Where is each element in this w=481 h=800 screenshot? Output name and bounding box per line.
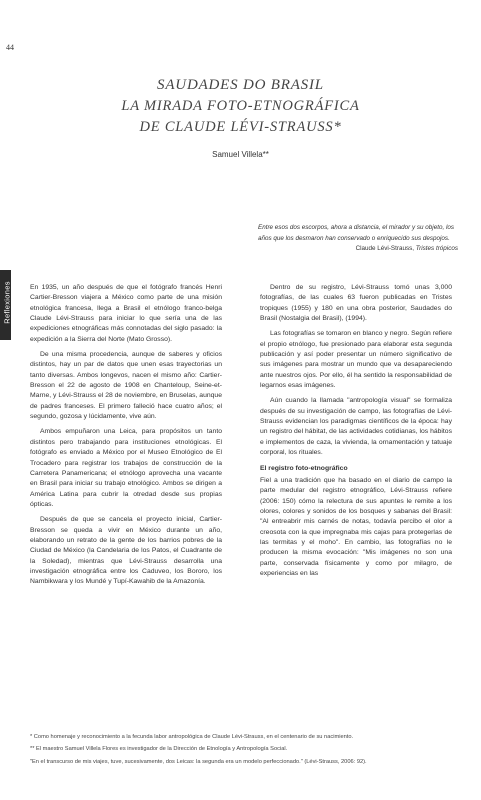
footnote-1: * Como homenaje y reconocimiento a la fecunda labor antropológica de Claude Lévi-Strauss, en el centenario de su nacimiento. <box>30 734 354 740</box>
left-paragraph-1: En 1935, un año después de que el fotógrafo francés Henri Cartier-Bresson viajera a México como parte de una misión etnológica francesa, llega a Brasil el etnólogo franco-belga Claude Lévi-Strauss para iniciar lo que sería una de las expediciones etnográficas más connotadas del siglo pasado: la expedición a la Sierra del Norte (Mato Grosso). <box>30 284 222 343</box>
epigraph-attribution <box>258 244 458 255</box>
epigraph-quote: Entre esos dos escorpos, ahora a distancia, el mirador y su objeto, los años que los desmaron han conservado o enriquecido sus despojos. <box>258 224 455 242</box>
epigraph <box>258 223 458 255</box>
section-tab-label: Reflexiones <box>2 281 12 324</box>
right-column <box>260 283 452 584</box>
title-line-2: LA MIRADA FOTO-ETNOGRÁFICA <box>121 98 360 114</box>
title-line-1: SAUDADES DO BRASIL <box>157 77 324 93</box>
left-paragraph-2: De una misma procedencia, aunque de saberes y oficios distintos, hay un par de datos que unen esas trayectorias un tanto diversas. Ambos longevos, nacen el mismo año: Cartier-Bresson el 22 de agosto de 1908 en Chanteloup, Seine-et-Marne, y Lévi-Strauss el 28 de noviembre, en Bruselas, aunque de padres franceses. El primero falleció hace cuatro años; el segundo, gozosa y lúcidamente, vive aún. <box>30 351 222 421</box>
page-number: 44 <box>6 43 14 52</box>
epigraph-work: Tristes trópicos <box>415 245 458 252</box>
right-paragraph-4: Fiel a una tradición que ha basado en el diario de campo la parte medular del registro etnográfico, Lévi-Strauss refiere (2006: 150) cómo la relectura de sus apuntes le remite a los olores, colores y sonidos de los bosques y sabanas del Brasil: "Al entreabrir mis carnés de notas, todavía percibo el olor a creosota con la que impregnaba mis cajas para protegerlas de las termitas y el moho". En cambio, las fotografías no le producen la misma evocación: "Mis imágenes no son una parte, conservada físicamente y como por milagro, de experiencias en las <box>260 476 452 577</box>
left-column <box>30 283 222 593</box>
author-name: Samuel Villela** <box>212 150 269 159</box>
left-paragraph-4: Después de que se cancela el proyecto inicial, Cartier-Bresson se queda a vivir en México durante un año, elaborando un retrato de la gente de los barrios pobres de la Ciudad de México (la Candelaria de los Patos, el Cuadrante de la Soledad), mientras que Lévi-Strauss desarrolla una investigación etnográfica entre los Caduveo, los Bororo, los Nambikwara y los Mundé y Tupí-Kawahib de la Amazonía. <box>30 516 222 586</box>
footnote-3: "En el transcurso de mis viajes, tuve, sucesivamente, dos Leicas: la segunda era un modelo perfeccionado." (Lévi-Strauss, 2006: 92). <box>30 758 367 765</box>
section-heading: El registro foto-etnográfico <box>260 464 348 472</box>
right-paragraph-2: Las fotografías se tomaron en blanco y negro. Según refiere el propio etnólogo, fue presionado para elaborar esta segunda publicación y así poder presentar un número significativo de sus imágenes para mostrar un mundo que va desapareciendo ante nuestros ojos. Por ello, él ha sentido la responsabilidad de legarnos esas imágenes. <box>260 330 452 390</box>
right-paragraph-1: Dentro de su registro, Lévi-Strauss tomó unas 3,000 fotografías, de las cuales 63 fueron publicadas en Tristes tropiques (1955) y 180 en una obra posterior, Saudades do Brasil (Nostalgia del Brasil), (1994). <box>260 284 452 323</box>
footnotes <box>30 733 460 770</box>
epigraph-author: Claude Lévi-Strauss, <box>355 245 415 252</box>
left-paragraph-3: Ambos empuñaron una Leica, para propósitos un tanto distintos pero trabajando para instituciones etnológicas. El fotógrafo es enviado a México por el Museo Etnológico de El Trocadero para registrar los trabajos de construcción de la Carretera Panamericana; el etnólogo aprovecha una vacante en Brasil para iniciar su trabajo etnológico. Ambos se dirigen a América Latina para cubrir la otredad desde sus propias ópticas. <box>30 428 222 508</box>
right-paragraph-3: Aún cuando la llamada "antropología visual" se formaliza después de su investigación de campo, las fotografías de Lévi-Strauss evidencian los paradigmas científicos de la época: hay un registro del hábitat, de las actividades cotidianas, los hábitos e implementos de caza, la vivienda, la ornamentación y tatuaje corporal, los rituales. <box>260 397 452 457</box>
title-line-3: DE CLAUDE LÉVI-STRAUSS* <box>139 119 342 135</box>
footnote-2: ** El maestro Samuel Villela Flores es investigador de la Dirección de Etnología y Antropología Social. <box>30 746 288 753</box>
